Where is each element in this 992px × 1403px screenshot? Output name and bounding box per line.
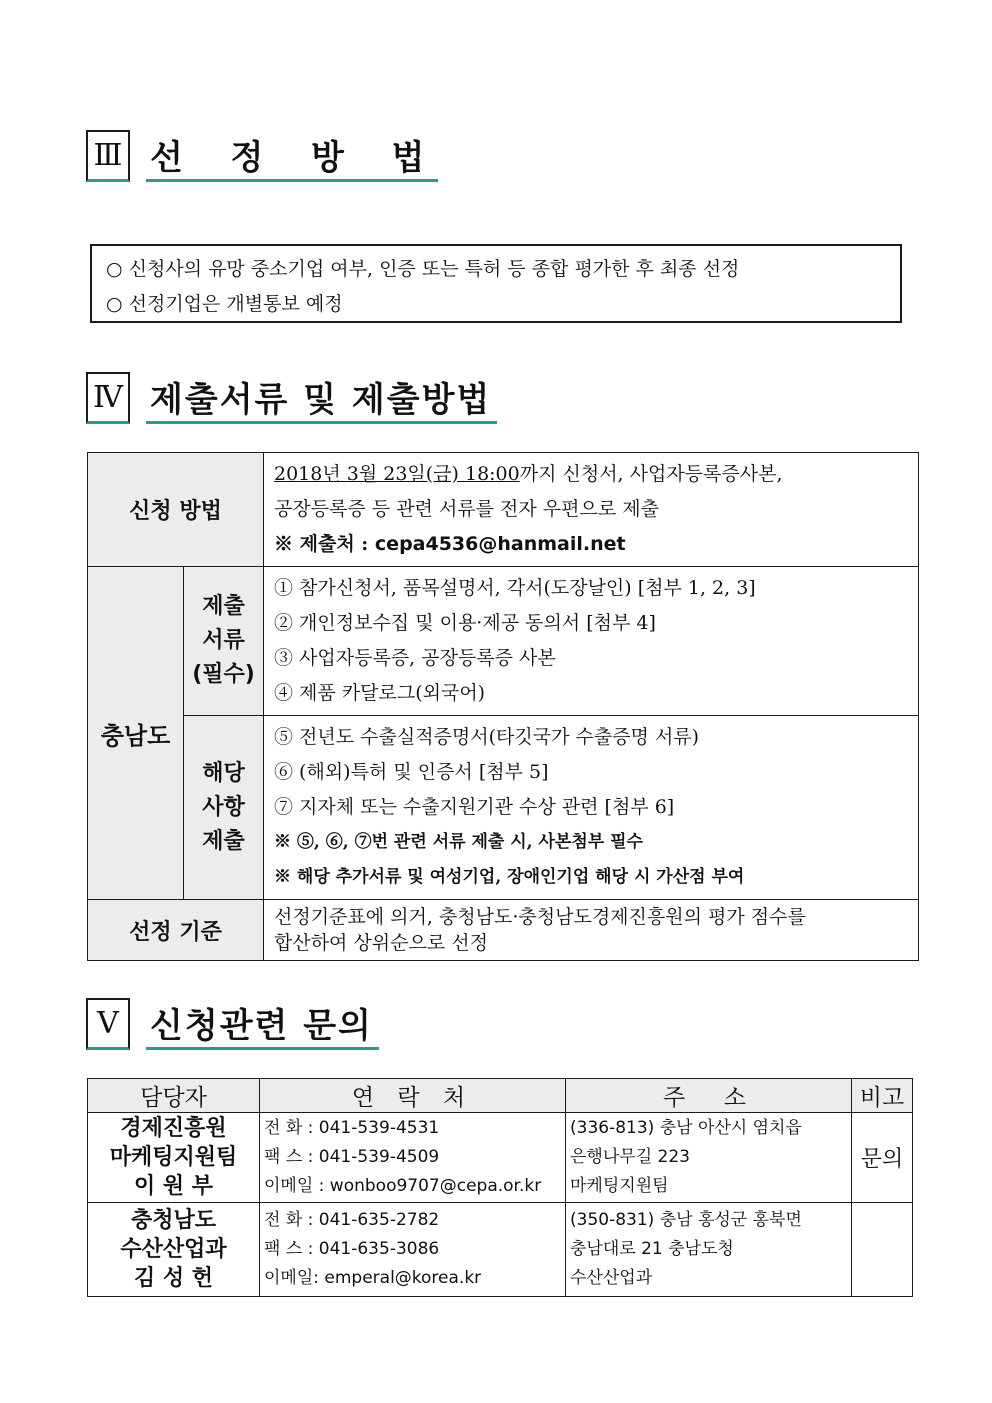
address-line: 은행나무길 223: [570, 1147, 690, 1167]
bullet-notification: ○ 선정기업은 개별통보 예정: [106, 293, 343, 315]
fax-number: 팩 스 : 041-635-3086: [264, 1239, 440, 1259]
address-line: 충남대로 21 충남도청: [570, 1239, 734, 1259]
required-row: [88, 567, 919, 716]
required-item: ④ 제품 카달로그(외국어): [274, 682, 486, 704]
contact-header-row: [88, 1079, 913, 1113]
criteria-line2: 합산하여 상위순으로 선정: [274, 932, 488, 954]
criteria-row: [88, 900, 919, 961]
method-label: 신청 방법: [88, 453, 264, 567]
contact-info: [260, 1113, 566, 1203]
submit-email: cepa4536@hanmail.net: [374, 533, 626, 555]
bullet-evaluation: ○ 신청사의 유망 중소기업 여부, 인증 또는 특허 등 종합 평가한 후 최종 선정: [106, 258, 740, 280]
section3-number: Ⅲ: [86, 130, 130, 182]
fax-number: 팩 스 : 041-539-4509: [264, 1147, 440, 1167]
contact-table: [87, 1078, 913, 1297]
address-line: (350-831) 충남 홍성군 홍북면: [570, 1210, 802, 1230]
required-item: ② 개인정보수집 및 이용·제공 동의서 [첨부 4]: [274, 612, 656, 634]
applicable-row: [88, 716, 919, 900]
selection-method-box: [90, 244, 902, 323]
person-team: 수산산업과: [120, 1237, 227, 1262]
required-label-line1: 제출: [202, 594, 245, 619]
applicable-items: [264, 716, 919, 900]
applicable-label: [184, 716, 264, 900]
required-label: [184, 567, 264, 716]
header-person: 담당자: [88, 1079, 260, 1113]
section5-number: Ⅴ: [86, 998, 130, 1050]
criteria-content: [264, 900, 919, 961]
contact-person: [88, 1203, 260, 1297]
submit-prefix: ※ 제출처 :: [274, 533, 375, 555]
header-address: 주 소: [566, 1079, 852, 1113]
contact-info: [260, 1203, 566, 1297]
required-label-line3: (필수): [192, 662, 255, 687]
email-address[interactable]: 이메일 : wonboo9707@cepa.or.kr: [264, 1176, 542, 1196]
applicable-label-line1: 해당: [202, 760, 245, 786]
required-item: ③ 사업자등록증, 공장등록증 사본: [274, 647, 556, 669]
person-team: 마케팅지원팀: [109, 1145, 238, 1170]
header-note: 비고: [852, 1079, 913, 1113]
person-org: 충청남도: [130, 1208, 216, 1233]
criteria-label: 선정 기준: [88, 900, 264, 961]
region-label: 충남도: [88, 567, 184, 900]
submission-table: [87, 452, 919, 961]
phone-number: 전 화 : 041-539-4531: [264, 1118, 440, 1138]
contact-person: [88, 1113, 260, 1203]
applicable-label-line2: 사항: [202, 794, 245, 820]
phone-number: 전 화 : 041-635-2782: [264, 1210, 440, 1230]
contact-note: [852, 1203, 913, 1297]
applicable-label-line3: 제출: [202, 828, 245, 854]
section3-title: 선 정 방 법: [146, 130, 438, 182]
deadline-rest: 까지 신청서, 사업자등록증사본,: [519, 463, 783, 485]
method-row: [88, 453, 919, 567]
applicable-item: ⑦ 지자체 또는 수출지원기관 수상 관련 [첨부 6]: [274, 796, 675, 818]
required-label-line2: 서류: [202, 628, 245, 653]
section5-title: 신청관련 문의: [146, 998, 379, 1050]
email-address[interactable]: 이메일: emperal@korea.kr: [264, 1268, 482, 1288]
address-line: 마케팅지원팀: [570, 1176, 669, 1196]
required-item: ① 참가신청서, 품목설명서, 각서(도장날인) [첨부 1, 2, 3]: [274, 577, 756, 599]
contact-note: 문의: [852, 1113, 913, 1203]
deadline-text: 2018년 3월 23일(금) 18:00: [274, 463, 520, 485]
section4-title: 제출서류 및 제출방법: [146, 372, 497, 424]
applicable-note: ※ ⑤, ⑥, ⑦번 관련 서류 제출 시, 사본첨부 필수: [274, 832, 643, 852]
person-org: 경제진흥원: [120, 1116, 227, 1141]
required-items: [264, 567, 919, 716]
section4-heading: [86, 372, 497, 424]
contact-row: [88, 1113, 913, 1203]
contact-row: [88, 1203, 913, 1297]
section5-heading: [86, 998, 379, 1050]
section4-number: Ⅳ: [86, 372, 130, 424]
method-content: [264, 453, 919, 567]
section3-heading: [86, 130, 438, 182]
method-line2: 공장등록증 등 관련 서류를 전자 우편으로 제출: [274, 498, 659, 520]
header-contact: 연 락 처: [260, 1079, 566, 1113]
contact-address: [566, 1203, 852, 1297]
person-name: 이 원 부: [133, 1174, 214, 1199]
address-line: (336-813) 충남 아산시 염치읍: [570, 1118, 802, 1138]
applicable-item: ⑤ 전년도 수출실적증명서(타깃국가 수출증명 서류): [274, 726, 700, 748]
person-name: 김 성 헌: [133, 1266, 214, 1291]
applicable-item: ⑥ (해외)특허 및 인증서 [첨부 5]: [274, 761, 549, 783]
criteria-line1: 선정기준표에 의거, 충청남도·충청남도경제진흥원의 평가 점수를: [274, 906, 806, 928]
contact-address: [566, 1113, 852, 1203]
applicable-note: ※ 해당 추가서류 및 여성기업, 장애인기업 해당 시 가산점 부여: [274, 867, 745, 887]
address-line: 수산산업과: [570, 1268, 653, 1288]
